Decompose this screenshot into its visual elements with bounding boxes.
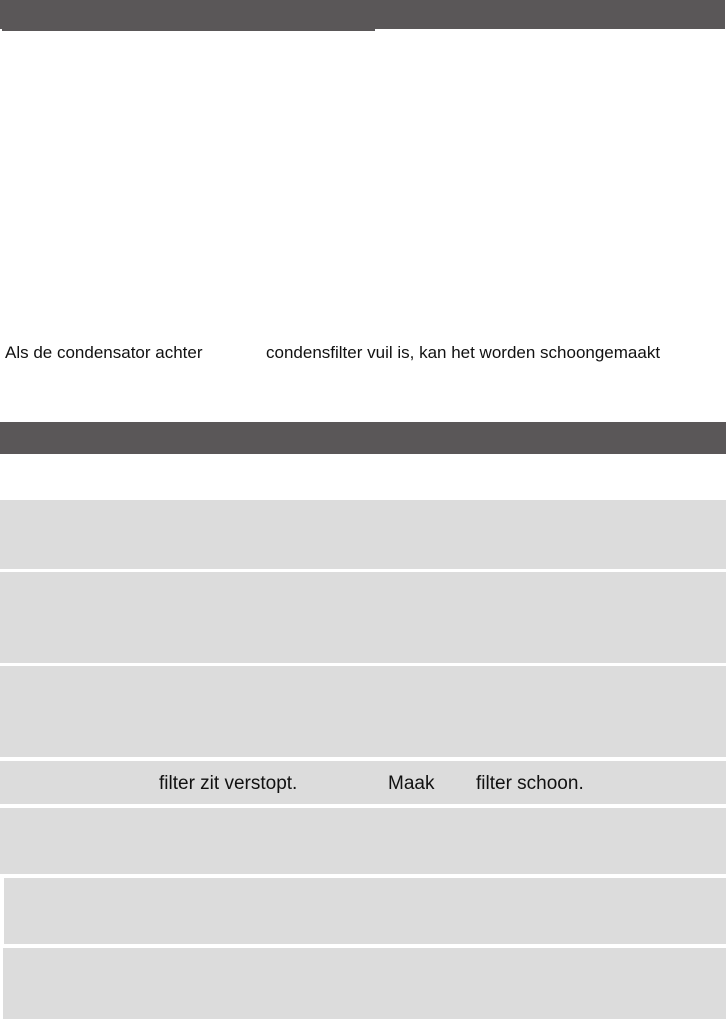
table-row <box>0 572 726 663</box>
cleaning-instruction-text-part2: condensfilter vuil is, kan het worden schoongemaakt <box>266 343 661 362</box>
table-row <box>0 761 726 804</box>
row-action-text: filter schoon. <box>476 773 584 794</box>
table-row <box>0 808 726 874</box>
troubleshooting-header-bar <box>0 422 726 454</box>
table-row <box>3 948 726 1019</box>
top-header-underline <box>2 29 375 31</box>
table-row <box>0 500 726 569</box>
table-row <box>4 878 726 944</box>
top-header-bar <box>0 0 725 29</box>
table-row <box>0 666 726 757</box>
cleaning-instruction-text-part1: Als de condensator achter <box>5 343 203 362</box>
row-action-text: Maak <box>388 773 435 794</box>
row-cause-text: filter zit verstopt. <box>159 773 298 794</box>
